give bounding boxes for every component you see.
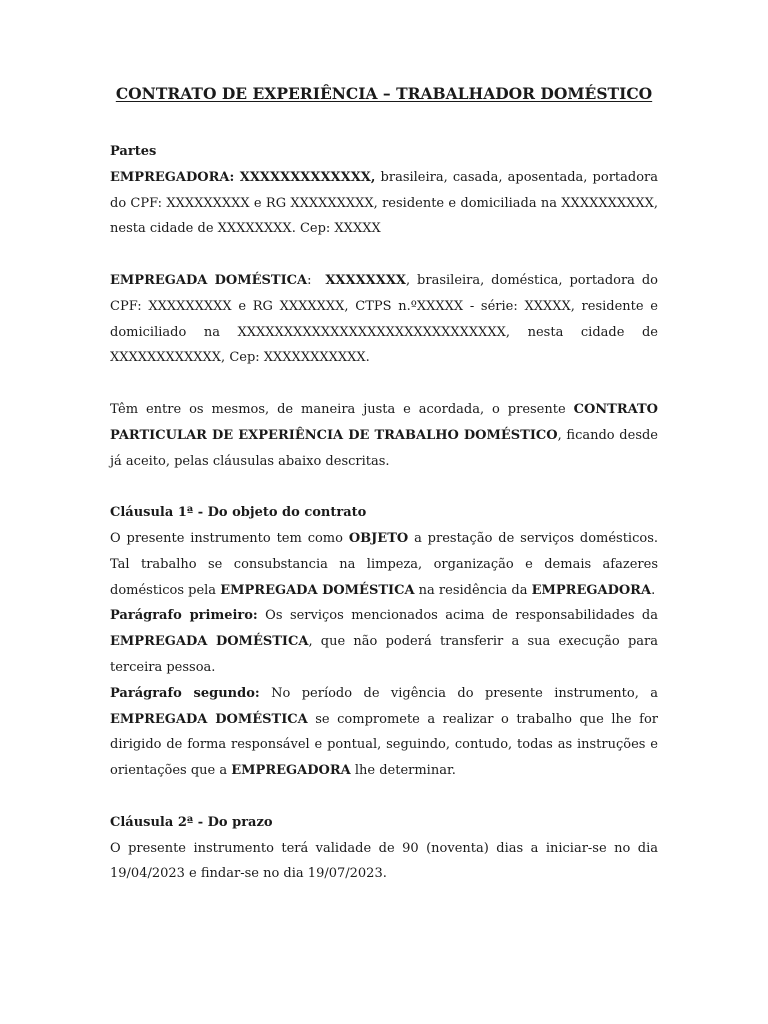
spacer xyxy=(110,784,658,810)
paragraph-first-text: , que não poderá transferir a sua execução para terceira pessoa. xyxy=(110,634,658,675)
clause1-text: . xyxy=(651,582,656,598)
employer-details: brasileira, casada, aposentada, portadora do CPF: XXXXXXXXX e RG XXXXXXXXX, residente e domiciliada na XXXXXXXXXX, nesta cidade de XXXXXXXX. Cep: XXXXX xyxy=(110,169,658,237)
spacer xyxy=(110,474,658,500)
paragraph-first-text: Os serviços mencionados acima de responsabilidades da xyxy=(257,608,659,624)
employee-label: EMPREGADA DOMÉSTICA xyxy=(110,272,308,288)
clause1-object: OBJETO xyxy=(348,530,409,546)
employer-label: EMPREGADORA: XXXXXXXXXXXXX, xyxy=(110,169,376,185)
spacer xyxy=(110,371,658,397)
contract-name: CONTRATO PARTICULAR DE EXPERIÊNCIA DE TRABALHO DOMÉSTICO xyxy=(110,401,658,443)
employee-separator: : xyxy=(307,272,326,288)
intro-text-end: , ficando desde já aceito, pelas cláusulas abaixo descritas. xyxy=(110,427,659,469)
paragraph-second-text: se compromete a realizar o trabalho que lhe for dirigido de forma responsável e pontual, seguindo, contudo, todas as instruções e orientações que a xyxy=(110,711,658,779)
clause1-employee: EMPREGADA DOMÉSTICA xyxy=(220,582,415,598)
clause1-text: O presente instrumento tem como xyxy=(110,530,349,546)
clause1-text: na residência da xyxy=(414,582,532,598)
clause2-heading: Cláusula 2ª - Do prazo xyxy=(110,814,273,830)
intro-paragraph xyxy=(110,397,658,474)
paragraph-second-label: Parágrafo segundo: xyxy=(110,685,260,701)
paragraph-first-employee: EMPREGADA DOMÉSTICA xyxy=(110,634,309,650)
clause1-text: a prestação de serviços domésticos. Tal trabalho se consubstancia na limpeza, organização e demais afazeres domésticos pela xyxy=(110,530,659,598)
clause1-paragraph xyxy=(110,526,658,603)
employee-name: XXXXXXXX xyxy=(325,272,407,288)
paragraph-second-employee: EMPREGADA DOMÉSTICA xyxy=(110,711,308,727)
parties-heading: Partes xyxy=(110,144,157,159)
paragraph-first xyxy=(110,603,658,680)
clause1-employer: EMPREGADORA xyxy=(531,582,652,598)
paragraph-second-employer: EMPREGADORA xyxy=(231,763,351,779)
clause1-heading: Cláusula 1ª - Do objeto do contrato xyxy=(110,505,367,521)
paragraph-second-text: lhe determinar. xyxy=(350,763,456,779)
employee-paragraph xyxy=(110,268,658,371)
employee-details: , brasileira, doméstica, portadora do CPF: XXXXXXXXX e RG XXXXXXX, CTPS n.ºXXXXX - série: XXXXX, residente e domiciliado na XXXXXXXXXXXXXXXXXXXXXXXXXXXXX, nesta cidade de XXXXXXXXXXXX, Cep: XXXXXXXXXXX. xyxy=(110,272,658,366)
employer-paragraph xyxy=(110,165,658,242)
paragraph-second xyxy=(110,681,658,784)
paragraph-second-text: No período de vigência do presente instrumento, a xyxy=(259,685,658,701)
clause2-paragraph: O presente instrumento terá validade de 90 (noventa) dias a iniciar-se no dia 19/04/2023 e findar-se no dia 19/07/2023. xyxy=(110,840,658,882)
document-page xyxy=(110,84,658,887)
intro-text: Têm entre os mesmos, de maneira justa e acordada, o presente xyxy=(110,401,574,417)
spacer xyxy=(110,242,658,268)
document-title: CONTRATO DE EXPERIÊNCIA – TRABALHADOR DOMÉSTICO xyxy=(115,84,653,103)
paragraph-first-label: Parágrafo primeiro: xyxy=(110,608,258,624)
